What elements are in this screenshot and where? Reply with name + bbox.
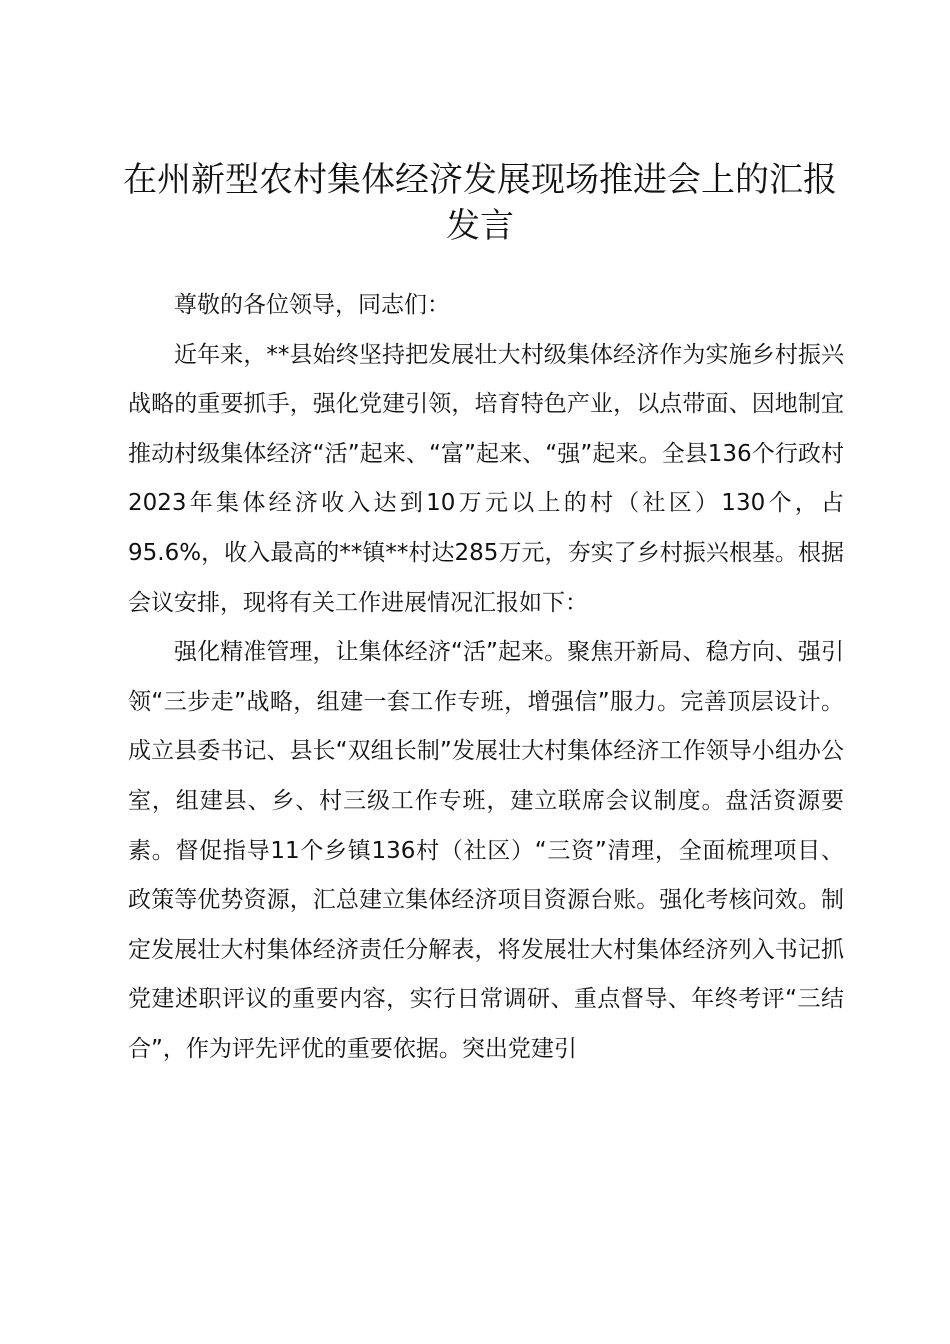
document-title: 在州新型农村集体经济发展现场推进会上的汇报发言 bbox=[123, 160, 837, 246]
salutation: 尊敬的各位领导，同志们： bbox=[174, 292, 450, 318]
paragraph-management: 强化精准管理，让集体经济“活”起来。聚焦开新局、稳方向、强引领“三步走”战略，组建一套工作专班，增强信”服力。完善顶层设计。成立县委书记、县长“双组长制”发展壮大村集体经济工作领导小组办公室，组建县、乡、村三级工作专班，建立联席会议制度。盘活资源要素。督促指导11个乡镇136村（社区）“三资”清理，全面梳理项目、政策等优势资源，汇总建立集体经济项目资源台账。强化考核问效。制定发展壮大村集体经济责任分解表，将发展壮大村集体经济列入书记抓党建述职评议的重要内容，实行日常调研、重点督导、年终考评“三结合”，作为评先评优的重要依据。突出党建引 bbox=[128, 639, 844, 1062]
document-body bbox=[128, 281, 844, 1075]
paragraph-intro: 近年来，**县始终坚持把发展壮大村级集体经济作为实施乡村振兴战略的重要抓手，强化党建引领，培育特色产业，以点带面、因地制宜推动村级集体经济“活”起来、“富”起来、“强”起来。全县136个行政村2023年集体经济收入达到10万元以上的村（社区）130个，占95.6%，收入最高的**镇**村达285万元，夯实了乡村振兴根基。根据会议安排，现将有关工作进展情况汇报如下： bbox=[128, 341, 844, 616]
